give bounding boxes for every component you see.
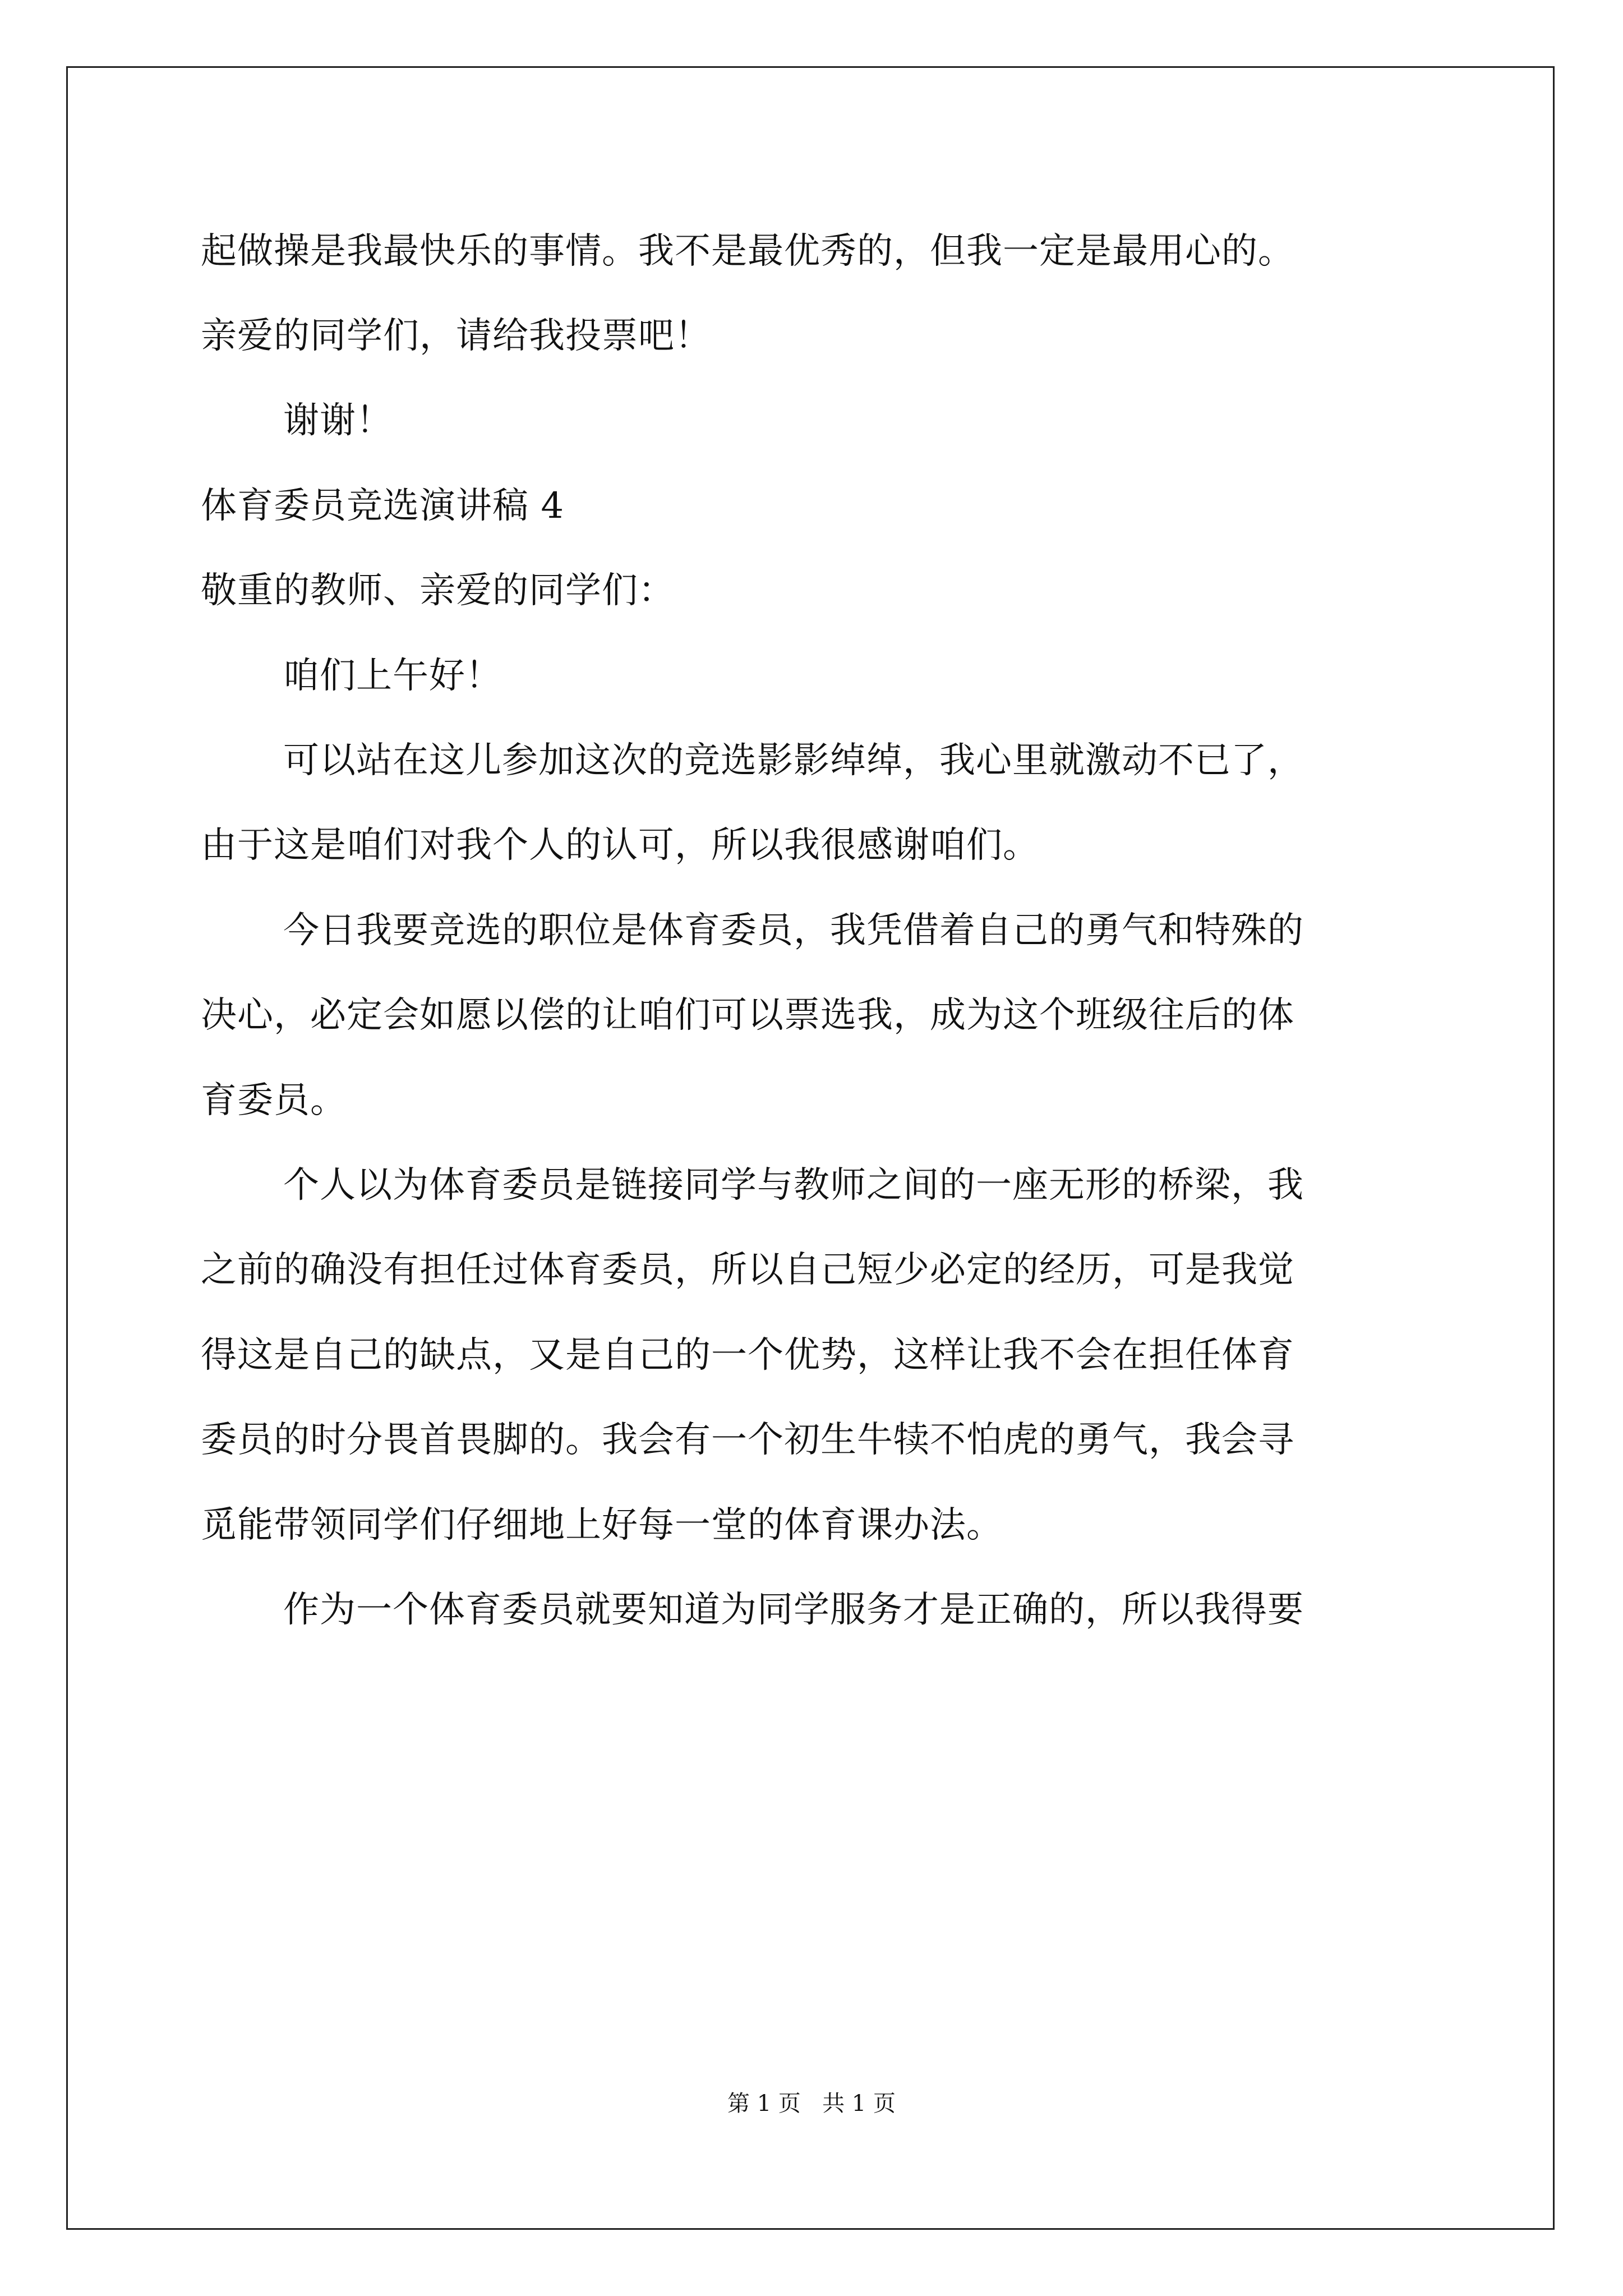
body-line: 作为一个体育委员就要知道为同学服务才是正确的，所以我得要: [283, 1589, 1304, 1631]
body-line: 得这是自己的缺点，又是自己的一个优势，这样让我不会在担任体育: [201, 1335, 1294, 1376]
body-line: 育委员。: [201, 1080, 347, 1121]
body-line: 可以站在这儿参加这次的竞选影影绰绰，我心里就激动不已了，: [283, 740, 1304, 781]
body-line: 亲爱的同学们，请给我投票吧！: [201, 315, 711, 357]
body-line: 个人以为体育委员是链接同学与教师之间的一座无形的桥梁，我: [283, 1165, 1304, 1206]
body-line: 今日我要竞选的职位是体育委员，我凭借着自己的勇气和特殊的: [283, 910, 1304, 951]
body-line: 谢谢！: [283, 400, 393, 441]
body-line: 之前的确没有担任过体育委员，所以自己短少必定的经历，可是我觉: [201, 1249, 1294, 1291]
body-line: 由于这是咱们对我个人的认可，所以我很感谢咱们。: [201, 825, 1039, 866]
body-line: 委员的时分畏首畏脚的。我会有一个初生牛犊不怕虎的勇气，我会寻: [201, 1419, 1294, 1461]
page-border: [66, 66, 1555, 2230]
greeting: 咱们上午好！: [283, 655, 502, 697]
section-heading: 体育委员竞选演讲稿 4: [201, 485, 565, 527]
page-number: 第 1 页 共 1 页: [727, 2091, 896, 2116]
salutation: 敬重的教师、亲爱的同学们：: [201, 570, 675, 611]
body-line: 起做操是我最快乐的事情。我不是最优秀的，但我一定是最用心的。: [201, 231, 1294, 272]
body-line: 决心，必定会如愿以偿的让咱们可以票选我，成为这个班级往后的体: [201, 995, 1294, 1036]
body-line: 觅能带领同学们仔细地上好每一堂的体育课办法。: [201, 1504, 1003, 1546]
